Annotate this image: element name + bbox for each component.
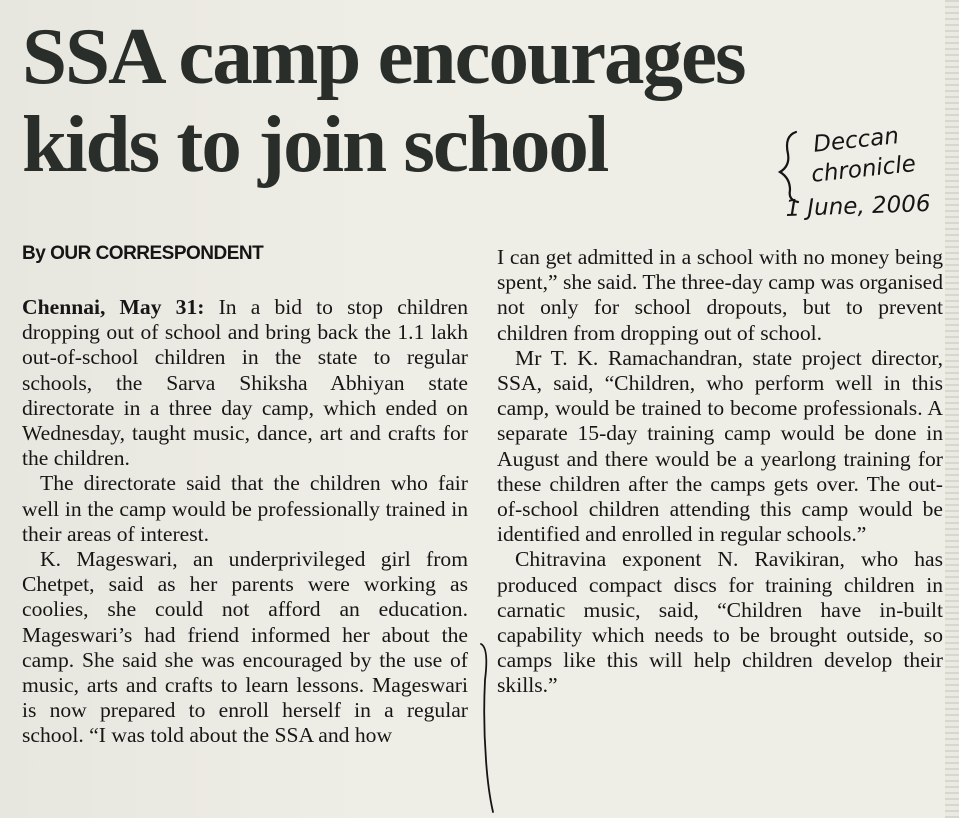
article-paragraph-5: Chitravina exponent N. Ravikiran, who has produced compact discs for training children in carnatic music, said, “Children have in-built capability which needs to be brought outside, so camps like this will help children develop their skills.” [497, 547, 943, 698]
article-column-2 [497, 245, 943, 699]
byline: By OUR CORRESPONDENT [22, 243, 264, 264]
handwritten-source-note [770, 120, 955, 235]
headline [22, 12, 782, 188]
hand-drawn-margin-line-icon [475, 640, 495, 815]
article-paragraph-1 [22, 295, 468, 471]
article-paragraph-4: Mr T. K. Ramachandran, state project director, SSA, said, “Children, who perform well in this camp, would be trained to become professionals. A separate 15-day training camp would be done in August and there would be a yearlong training for these children after the camps gets over. The out-of-school children attending this camp would be identified and enrolled in regular schools.” [497, 345, 943, 547]
article-paragraph-3: K. Mageswari, an underprivileged girl from Chetpet, said as her parents were working as coolies, she could not afford an education. Mageswari’s had friend informed her about the camp. She said she was encouraged by the use of music, arts and crafts to learn lessons. Mageswari is now prepared to enroll herself in a regular school. “I was told about the SSA and how [22, 547, 468, 748]
article-paragraph-1-text: In a bid to stop children dropping out of school and bring back the 1.1 lakh out-of-school children in the state to regular schools, the Sarva Shiksha Abhiyan state directorate in a three day camp, which ended on Wednesday, taught music, dance, art and crafts for the children. [22, 295, 468, 471]
handwritten-note-line-2: chronicle [810, 151, 918, 188]
dateline: Chennai, May 31: [22, 295, 205, 319]
article-column-1 [22, 295, 468, 749]
headline-line-2: kids to join school [22, 99, 608, 189]
handwritten-note-line-1: Deccan [812, 123, 901, 158]
article-paragraph-2: The directorate said that the children who fair well in the camp would be professionally trained in their areas of interest. [22, 471, 468, 546]
article-paragraph-3-continued: I can get admitted in a school with no money being spent,” she said. The three-day camp was organised not only for school dropouts, but to prevent children from dropping out of school. [497, 245, 943, 345]
headline-line-1: SSA camp encourages [22, 11, 745, 101]
handwritten-note-date: 1 June, 2006 [785, 190, 932, 222]
